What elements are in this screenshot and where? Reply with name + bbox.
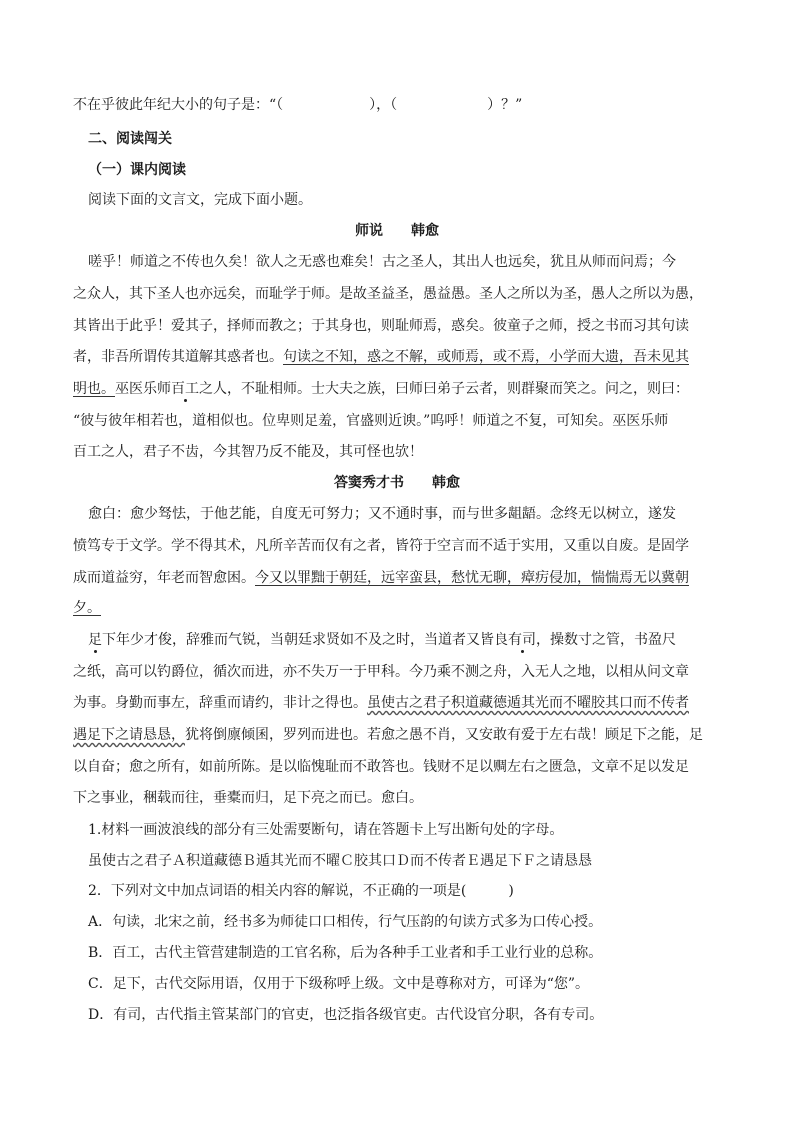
passage2-line: 愤笃专于文学。学不得其术，凡所辛苦而仅有之者，皆符于空言而不适于实用，又重以自废。是固学 xyxy=(73,538,689,554)
dotted-term-yousi: 有司 xyxy=(508,632,536,648)
passage2-line: 愈白：愈少驽怯，于他艺能，自度无可努力；又不通时事，而与世多龃龉。念终无以树立，遂发 xyxy=(88,506,676,522)
option-b[interactable]: B．百工，古代主管营建制造的工官名称，后为各种手工业者和手工业行业的总称。 xyxy=(88,945,603,961)
passage2-line: 之纸，高可以钓爵位，循次而进，亦不失万一于甲科。今乃乘不测之舟，入无人之地，以相从问文章 xyxy=(73,664,689,680)
underlined-sentence: 句读之不知，惑之不解，或师焉，或不焉，小学而大遗，吾未见其 xyxy=(283,349,689,365)
passage2-line: 成而道益穷，年老而智愈困。今又以罪黜于朝廷，远宰蛮县，愁忧无聊，瘴疠侵加，惴惴焉无以冀朝 xyxy=(73,570,689,586)
underlined-sentence: 夕。 xyxy=(73,600,101,616)
passage-title-shishuo: 师说 韩愈 xyxy=(355,223,439,239)
instruction-text: 阅读下面的文言文，完成下面小题。 xyxy=(88,192,312,208)
section-heading: 二、阅读闯关 xyxy=(88,131,172,147)
passage2-line: 下之事业，稇载而往，垂橐而归，足下亮之而已。愈白。 xyxy=(73,790,423,806)
wavy-underlined-sentence: 遇足下之请恳恳， xyxy=(73,727,185,743)
wavy-underlined-sentence: 虽使古之君子积道藏德遁其光而不曜胶其口而不传者 xyxy=(367,695,689,711)
option-d[interactable]: D．有司，古代指主管某部门的官吏，也泛指各级官吏。古代设官分职，各有专司。 xyxy=(88,1007,604,1023)
passage2-line: 足下年少才俊，辞雅而气锐，当朝廷求贤如不及之时，当道者又皆良有司，操数寸之管，书盈尺 xyxy=(88,632,676,648)
passage2-line: 以自奋；愈之所有，如前所陈。是以临愧耻而不敢答也。钱财不足以赒左右之匮急，文章不足以发足 xyxy=(73,759,689,775)
question-2: 2．下列对文中加点词语的相关内容的解说，不正确的一项是( ) xyxy=(88,883,514,899)
passage-title-dadou: 答窦秀才书 韩愈 xyxy=(334,475,460,491)
passage1-line: 百工之人，君子不齿，今其智乃反不能及，其可怪也欤！ xyxy=(73,444,423,460)
underlined-sentence: 今又以罪黜于朝廷，远宰蛮县，愁忧无聊，瘴疠侵加，惴惴焉无以冀朝 xyxy=(255,570,689,586)
option-c[interactable]: C．足下，古代交际用语，仅用于下级称呼上级。文中是尊称对方，可译为“您”。 xyxy=(88,976,590,992)
passage1-line: 嗟乎！师道之不传也久矣！欲人之无惑也难矣！古之圣人，其出人也远矣，犹且从师而问焉；今 xyxy=(88,254,676,270)
passage2-line: 遇足下之请恳恳，犹将倒廪倾囷，罗列而进也。若愈之愚不肖，又安敢有爱于左右哉！顾足下之能，足 xyxy=(73,727,703,743)
question-1-sentence: 虽使古之君子Ａ积道藏德Ｂ遁其光而不曜Ｃ胶其口Ｄ而不传者Ｅ遇足下Ｆ之请恳恳 xyxy=(88,853,592,869)
fill-blank-question: 不在乎彼此年纪大小的句子是：“（ ），（ ）？” xyxy=(73,97,523,113)
passage2-line xyxy=(73,598,101,618)
passage2-line: 为事。身勤而事左，辞重而请约，非计之得也。虽使古之君子积道藏德遁其光而不曜胶其口而不传者 xyxy=(73,695,689,711)
dotted-term-zuxia: 足 xyxy=(88,632,102,648)
passage1-line: 之众人，其下圣人也亦远矣，而耻学于师。是故圣益圣，愚益愚。圣人之所以为圣，愚人之所以为愚， xyxy=(73,286,703,302)
dotted-term-baigong: 百工 xyxy=(171,381,199,397)
passage1-line: 其皆出于此乎！爱其子，择师而教之；于其身也，则耻师焉，惑矣。彼童子之师，授之书而习其句读 xyxy=(73,318,689,334)
question-1: 1.材料一画波浪线的部分有三处需要断句，请在答题卡上写出断句处的字母。 xyxy=(88,822,564,838)
subsection-heading: （一）课内阅读 xyxy=(88,162,186,178)
passage1-line: “彼与彼年相若也，道相似也。位卑则足羞，官盛则近谀。”呜呼！师道之不复，可知矣。巫医乐师 xyxy=(73,413,669,429)
passage1-line: 明也。巫医乐师百工之人，不耻相师。士大夫之族，曰师曰弟子云者，则群聚而笑之。问之，则曰： xyxy=(73,381,689,397)
option-a[interactable]: A．句读，北宋之前，经书多为师徒口口相传，行气压韵的句读方式多为口传心授。 xyxy=(88,914,603,930)
passage1-line: 者，非吾所谓传其道解其惑者也。句读之不知，惑之不解，或师焉，或不焉，小学而大遗，吾未见其 xyxy=(73,349,689,365)
underlined-sentence: 明也。 xyxy=(73,381,115,397)
